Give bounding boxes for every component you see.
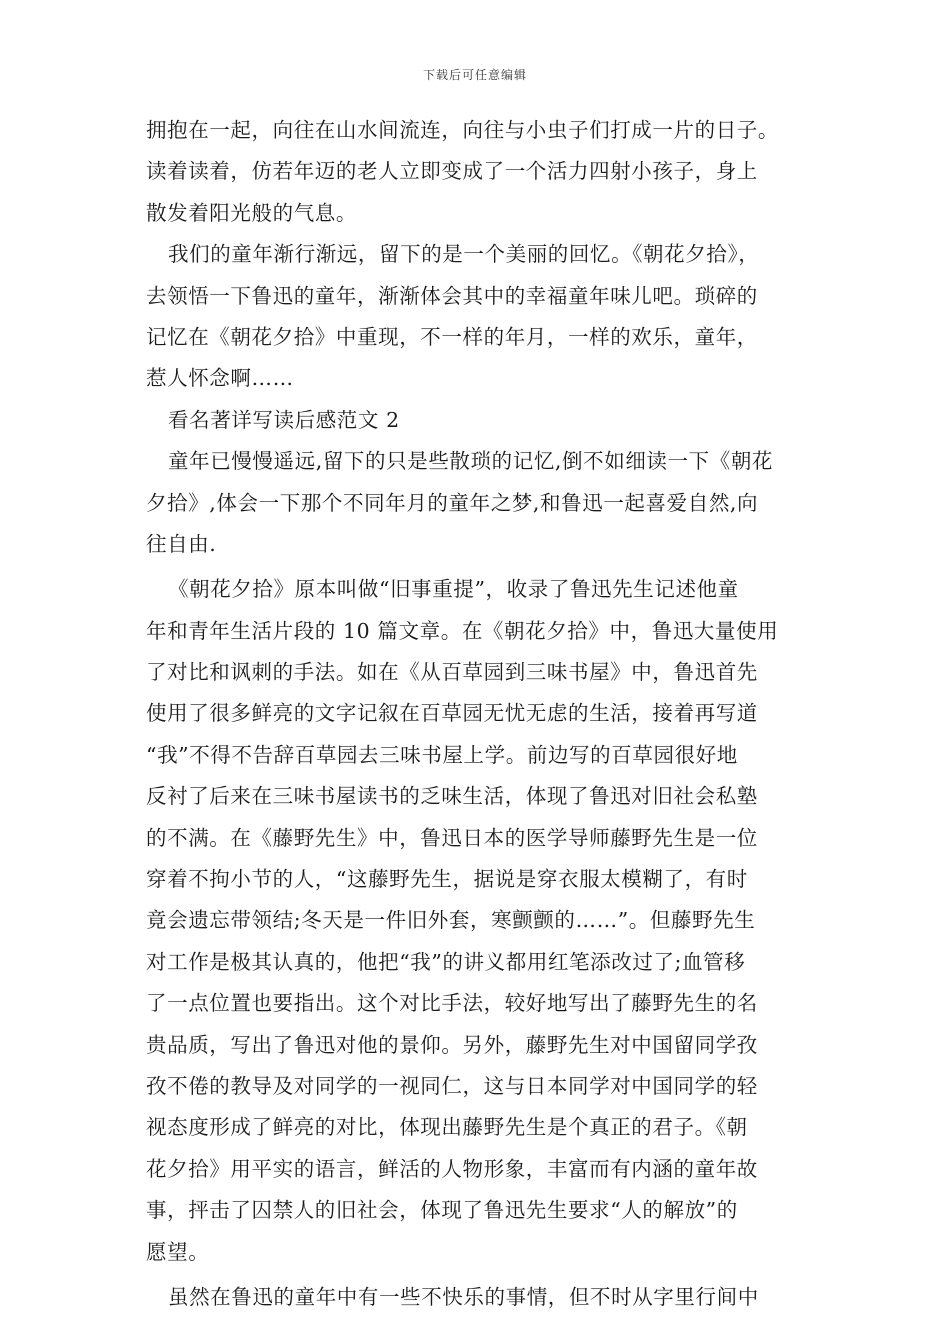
text-line: 往自由.	[146, 531, 217, 556]
section-heading	[146, 400, 826, 441]
text-line: “我”不得不告辞百草园去三味书屋上学。前边写的百草园很好地	[146, 742, 738, 767]
text-line: 记忆在《朝花夕拾》中重现，不一样的年月，一样的欢乐，童年，	[146, 324, 758, 349]
text-line: 穿着不拘小节的人，“这藤野先生，据说是穿衣服太模糊了，有时	[146, 867, 748, 892]
text-line: 惹人怀念啊……	[146, 366, 294, 391]
heading-text: 看名著详写读后感范文 2	[168, 407, 400, 432]
text-line: 视态度形成了鲜亮的对比，体现出藤野先生是个真正的君子。《朝	[146, 1115, 748, 1140]
text-line: 《朝花夕拾》原本叫做“旧事重提”，收录了鲁迅先生记述他童	[168, 577, 739, 602]
text-line: 读着读着，仿若年迈的老人立即变成了一个活力四射小孩子，身上	[146, 159, 758, 184]
text-line: 竟会遗忘带领结;冬天是一件旧外套，寒颤颤的……”。但藤野先生	[146, 908, 756, 933]
paragraph	[146, 441, 826, 565]
text-line: 夕拾》,体会一下那个不同年月的童年之梦,和鲁迅一起喜爱自然,向	[146, 490, 759, 515]
text-line: 孜不倦的教导及对同学的一视同仁，这与日本同学对中国同学的轻	[146, 1073, 758, 1098]
text-line: 去领悟一下鲁迅的童年，渐渐体会其中的幸福童年味儿吧。琐碎的	[146, 283, 758, 308]
text-line: 事，抨击了囚禁人的旧社会，体现了鲁迅先生要求“人的解放”的	[146, 1198, 738, 1223]
paragraph	[146, 110, 826, 234]
text-line: 散发着阳光般的气息。	[146, 200, 357, 225]
text-line: 反衬了后来在三味书屋读书的乏味生活，体现了鲁迅对旧社会私塾	[146, 784, 758, 809]
paragraph	[146, 234, 826, 400]
text-line: 愿望。	[146, 1239, 210, 1264]
text-line: 使用了很多鲜亮的文字记叙在百草园无忧无虑的生活，接着再写道	[146, 701, 758, 726]
page-header: 下载后可任意编辑	[422, 68, 527, 82]
text-line: 童年已慢慢遥远,留下的只是些散琐的记忆,倒不如细读一下《朝花	[168, 449, 774, 474]
text-line: 虽然在鲁迅的童年中有一些不快乐的事情，但不时从字里行间中	[168, 1284, 759, 1309]
text-line: 年和青年生活片段的 10 篇文章。在《朝花夕拾》中，鲁迅大量使用	[146, 618, 779, 643]
text-line: 了对比和讽刺的手法。如在《从百草园到三味书屋》中，鲁迅首先	[146, 660, 758, 685]
text-line: 对工作是极其认真的，他把“我”的讲义都用红笔添改过了;血管移	[146, 949, 746, 974]
text-line: 贵品质，写出了鲁迅对他的景仰。另外，藤野先生对中国留同学孜	[146, 1032, 758, 1057]
paragraph	[146, 1277, 826, 1318]
text-line: 的不满。在《藤野先生》中，鲁迅日本的医学导师藤野先生是一位	[146, 825, 758, 850]
text-line: 拥抱在一起，向往在山水间流连，向往与小虫子们打成一片的日子。	[146, 118, 779, 142]
text-line: 我们的童年渐行渐远，留下的是一个美丽的回忆。《朝花夕拾》，	[168, 242, 760, 267]
text-line: 了一点位置也要指出。这个对比手法，较好地写出了藤野先生的名	[146, 991, 758, 1016]
document-body	[146, 110, 826, 1318]
paragraph	[146, 569, 826, 1273]
text-line: 花夕拾》用平实的语言，鲜活的人物形象，丰富而有内涵的童年故	[146, 1156, 758, 1181]
